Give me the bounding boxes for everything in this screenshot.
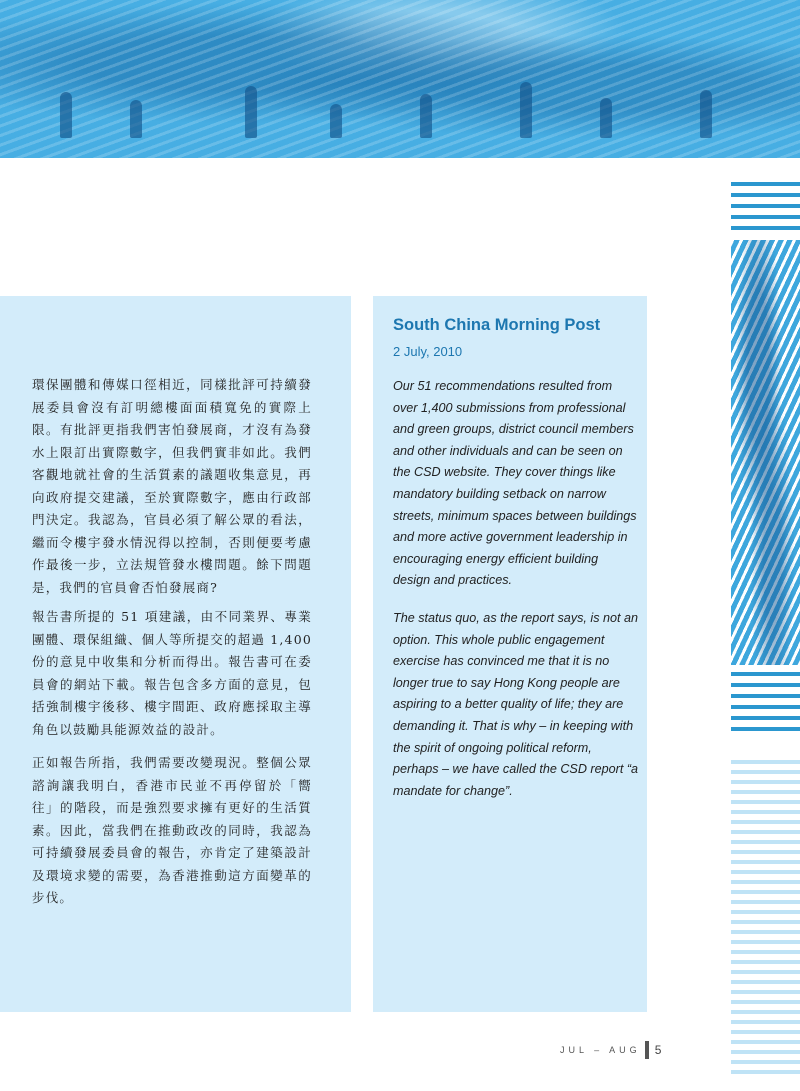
- banner-person-silhouette: [700, 90, 712, 138]
- chinese-paragraph: 報告書所提的 51 項建議，由不同業界、專業團體、環保組織、個人等所提交的超過 1,400 份的意見中收集和分析而得出。報告書可在委員會的網站下載。報告包含多方面的意見，包括強制樓宇後移、樓宇間距、政府應採取主導角色以鼓勵具能源效益的設計。: [32, 609, 312, 737]
- english-paragraph: The status quo, as the report says, is not an option. This whole public engagement exercise has convinced me that it is no longer true to say Hong Kong people are aspiring to a better quality of life; they are demanding it. That is why – in keeping with the spirit of ongoing political reform, perhaps – we have called the CSD report “a mandate for change”.: [393, 611, 639, 798]
- english-quote-panel: [373, 296, 647, 1012]
- banner-person-silhouette: [330, 104, 342, 138]
- page-footer: [560, 1040, 661, 1060]
- publication-date: 2 July, 2010: [393, 344, 463, 359]
- english-paragraph: Our 51 recommendations resulted from over 1,400 submissions from professional and green groups, district council members and other individuals and can be seen on the CSD website. They cover things like mandatory building setback on narrow streets, minimum spaces between buildings and more active government leadership in encouraging energy efficient building design and practices.: [393, 379, 637, 588]
- banner-person-silhouette: [130, 100, 142, 138]
- banner-person-silhouette: [420, 94, 432, 138]
- header-photo-banner: [0, 0, 800, 158]
- banner-person-silhouette: [520, 82, 532, 138]
- chinese-text-panel: [0, 296, 351, 1012]
- decorative-stripes-bottom: [731, 760, 800, 1080]
- banner-halftone-overlay: [0, 0, 800, 158]
- side-photo-strip: [731, 240, 800, 665]
- publication-title: South China Morning Post: [393, 316, 601, 334]
- banner-person-silhouette: [245, 86, 257, 138]
- decorative-stripes-middle: [731, 672, 800, 738]
- page-number: 5: [654, 1043, 662, 1057]
- decorative-stripes-top: [731, 182, 800, 237]
- banner-person-silhouette: [600, 98, 612, 138]
- chinese-paragraph: 環保團體和傳媒口徑相近，同樣批評可持續發展委員會沒有訂明總樓面面積寬免的實際上限。有批評更指我們害怕發展商，才沒有為發水上限訂出實際數字，但我們實非如此。我們客觀地就社會的生活質素的議題收集意見，再向政府提交建議，至於實際數字，應由行政部門決定。我認為，官員必須了解公眾的看法，繼而令樓宇發水情況得以控制，否則便要考慮作最後一步，立法規管發水樓問題。餘下問題是，我們的官員會否怕發展商?: [32, 377, 312, 595]
- issue-label: JUL – AUG: [560, 1045, 641, 1055]
- chinese-paragraph: 正如報告所指，我們需要改變現況。整個公眾諮詢讓我明白，香港市民並不再停留於「嚮往」的階段，而是強烈要求擁有更好的生活質素。因此，當我們在推動政改的同時，我認為可持續發展委員會的報告，亦肯定了建築設計及環境求變的需要，為香港推動這方面變革的步伐。: [32, 755, 312, 905]
- footer-divider: [645, 1041, 649, 1059]
- banner-person-silhouette: [60, 92, 72, 138]
